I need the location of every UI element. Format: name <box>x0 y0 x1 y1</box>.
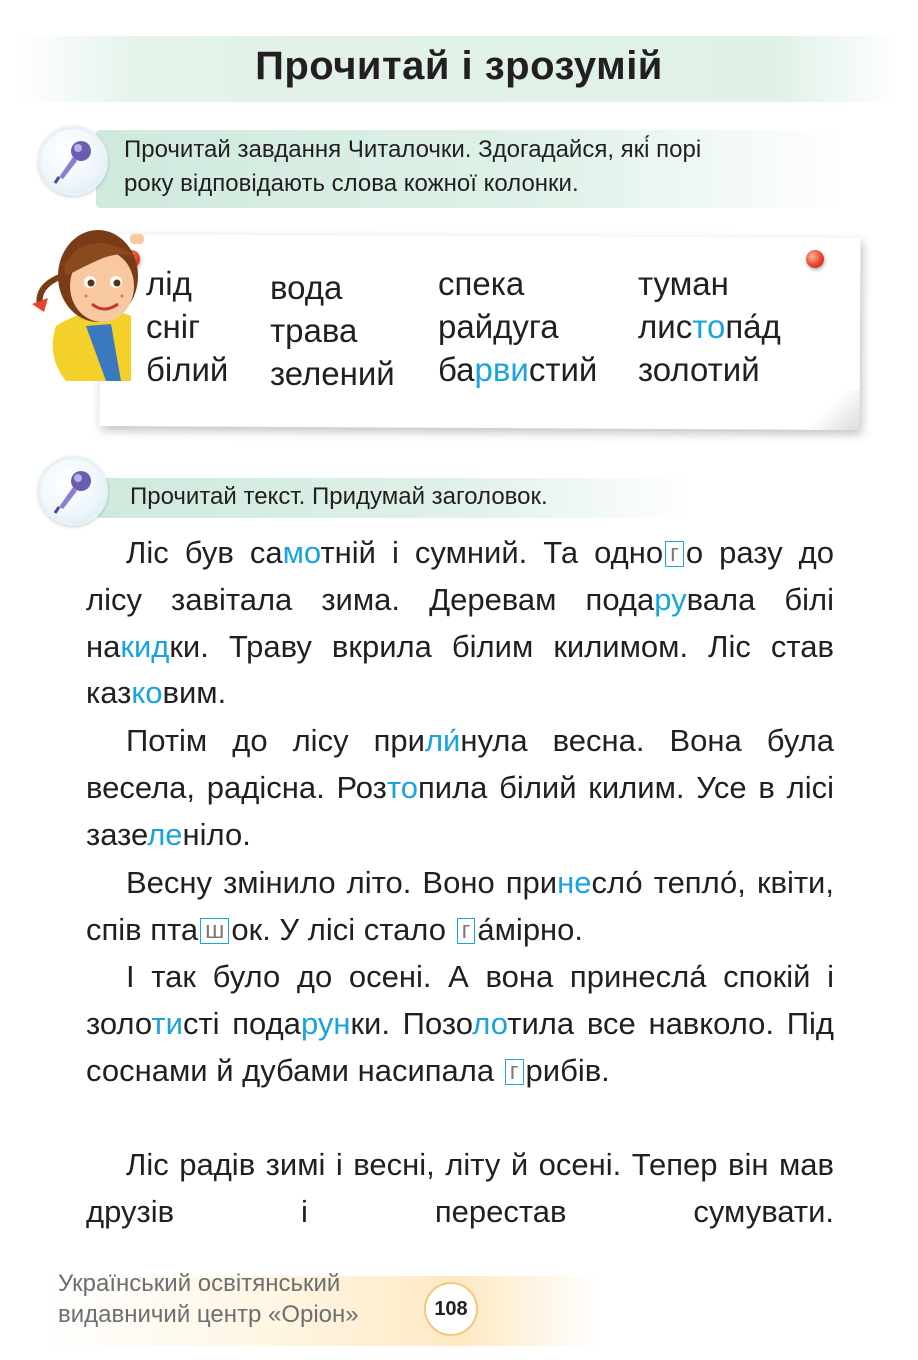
word: сніг <box>146 308 201 345</box>
page-title: Прочитай і зрозумій <box>255 44 663 88</box>
girl-illustration <box>26 206 146 391</box>
word: зелений <box>270 355 395 392</box>
word: золотий <box>638 351 760 388</box>
page-number: 108 <box>424 1282 478 1336</box>
microphone-icon <box>38 126 108 196</box>
word: барвистий <box>438 351 598 388</box>
text-paragraph-2: Потім до лісу прили́нула весна. Вона була весела, радісна. Розтопила білий килим. Усе в лісі зазеленіло. <box>86 723 834 852</box>
text-paragraph-1: Ліс був самотній і сумний. Та одно г о разу до лісу завітала зима. Деревам подарувала білі накидки. Траву вкрила білим килимом. Ліс став казковим. <box>86 535 835 711</box>
word-column-1 <box>146 262 228 391</box>
word: лід <box>146 265 192 302</box>
task1-line1: Прочитай завдання Читалочки. Здогадайся, які́ порі <box>124 136 702 163</box>
word: туман <box>638 265 729 302</box>
word: райдуга <box>438 308 559 345</box>
missing-letter-box: г <box>665 541 684 567</box>
pushpin-icon <box>806 250 824 268</box>
word: вода <box>270 269 343 306</box>
word: білий <box>146 351 229 388</box>
word-column-2 <box>270 266 395 395</box>
text-paragraph-5: Ліс радів зимі і весні, літу й осені. Тепер він мав друзів і перестав сумувати. <box>86 1147 834 1229</box>
task2-instruction: Прочитай текст. Придумай заголовок. <box>130 483 548 510</box>
publisher-info <box>58 1268 359 1330</box>
missing-letter-box: ш <box>200 918 229 944</box>
task1-instruction <box>124 133 701 201</box>
text-paragraph-3: Весну змінило літо. Воно принесло́ тепло́, квіти, спів пта ш ок. У лісі стало г а́мірно. <box>86 865 834 947</box>
missing-letter-box: г <box>505 1059 524 1085</box>
text-paragraph-4: І так було до осені. А вона принесла́ спокій і золотисті подарунки. Позолотила все навколо. Під соснами й дубами насипала г рибів. <box>86 959 835 1088</box>
missing-letter-box: г <box>457 918 476 944</box>
publisher-line2: видавничий центр «Оріон» <box>58 1301 359 1328</box>
microphone-icon <box>38 456 108 526</box>
task1-line2: року відповідають слова кожної колонки. <box>124 170 579 197</box>
word: трава <box>270 312 358 349</box>
word-column-4 <box>638 262 781 391</box>
word: спека <box>438 265 525 302</box>
word-column-3 <box>438 262 597 391</box>
publisher-line1: Український освітянський <box>58 1270 341 1297</box>
word: листопа́д <box>638 308 781 345</box>
